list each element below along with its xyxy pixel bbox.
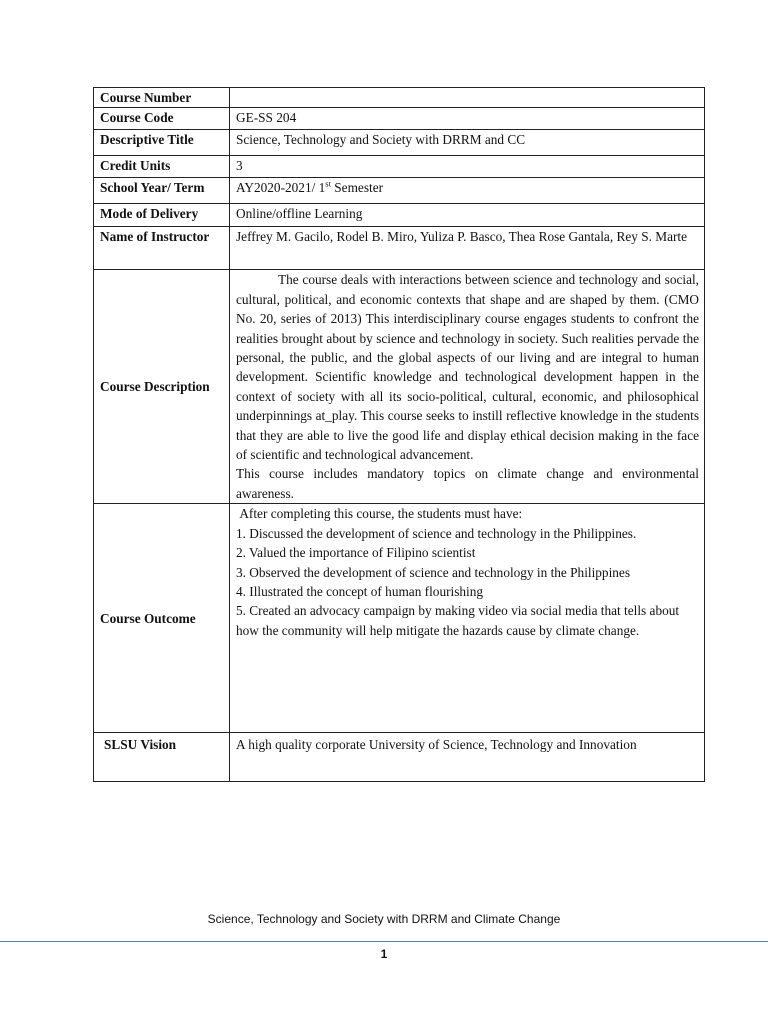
value-course-outcome: [230, 504, 705, 733]
label-school-year: School Year/ Term: [94, 178, 230, 204]
semester-ordinal-suffix: st: [325, 178, 331, 189]
label-course-outcome: Course Outcome: [94, 504, 230, 733]
course-description-paragraph: The course deals with interactions between science and technology and social, cultural, political, and economic contexts that shape and are shaped by them. (CMO No. 20, series of 2013) This interdisciplinary course engages students to confront the realities brought about by science and technology in society. Such realities pervade the personal, the public, and the global aspects of our living and are integral to human development. Scientific knowledge and technological development happen in the context of society with all its socio-political, cultural, economic, and philosophical underpinnings at_play. This course seeks to instill reflective knowledge in the students that they are able to live the good life and display ethical decision making in the face of scientific and technological advancement.: [236, 272, 699, 463]
value-instructor: Jeffrey M. Gacilo, Rodel B. Miro, Yuliza P. Basco, Thea Rose Gantala, Rey S. Marte: [230, 227, 705, 270]
outcome-intro: After completing this course, the students must have:: [236, 506, 523, 522]
label-course-code: Course Code: [94, 108, 230, 130]
value-slsu-vision: A high quality corporate University of Science, Technology and Innovation: [230, 733, 705, 782]
value-descriptive-title: Science, Technology and Society with DRRM and CC: [230, 130, 705, 156]
outcome-item: 3. Observed the development of science and technology in the Philippines: [236, 564, 631, 580]
course-description-note: This course includes mandatory topics on climate change and environmental awareness.: [236, 466, 699, 501]
outcome-item: 4. Illustrated the concept of human flourishing: [236, 583, 484, 599]
label-descriptive-title: Descriptive Title: [94, 130, 230, 156]
label-credit-units: Credit Units: [94, 156, 230, 178]
label-mode-of-delivery: Mode of Delivery: [94, 204, 230, 227]
row-course-outcome: [94, 504, 705, 733]
label-instructor: Name of Instructor: [94, 227, 230, 270]
outcome-item: 2. Valued the importance of Filipino scientist: [236, 545, 476, 561]
row-descriptive-title: [94, 130, 705, 156]
value-course-number: [230, 88, 705, 108]
label-course-number: Course Number: [94, 88, 230, 108]
school-year-text: AY2020-2021/ 1: [236, 180, 326, 196]
outcome-item: 1. Discussed the development of science and technology in the Philippines.: [236, 525, 637, 541]
footer-title: Science, Technology and Society with DRRM and Climate Change: [207, 912, 561, 926]
row-credit-units: [94, 156, 705, 178]
value-credit-units: 3: [230, 156, 705, 178]
row-course-code: [94, 108, 705, 130]
row-course-description: [94, 270, 705, 504]
row-instructor: [94, 227, 705, 270]
row-mode-of-delivery: [94, 204, 705, 227]
label-course-description: Course Description: [94, 270, 230, 504]
outcome-item: 5. Created an advocacy campaign by making video via social media that tells about how the community will help mitigate the hazards cause by climate change.: [236, 603, 680, 638]
page-number: 1: [380, 947, 388, 961]
label-slsu-vision: SLSU Vision: [94, 733, 230, 782]
value-mode-of-delivery: Online/offline Learning: [230, 204, 705, 227]
row-school-year: [94, 178, 705, 204]
footer-rule: [0, 941, 768, 942]
value-school-year: [230, 178, 705, 204]
course-info-table: [93, 87, 705, 782]
row-slsu-vision: [94, 733, 705, 782]
value-course-description: [230, 270, 705, 504]
row-course-number: [94, 88, 705, 108]
value-course-code: GE-SS 204: [230, 108, 705, 130]
semester-text: Semester: [330, 180, 384, 196]
